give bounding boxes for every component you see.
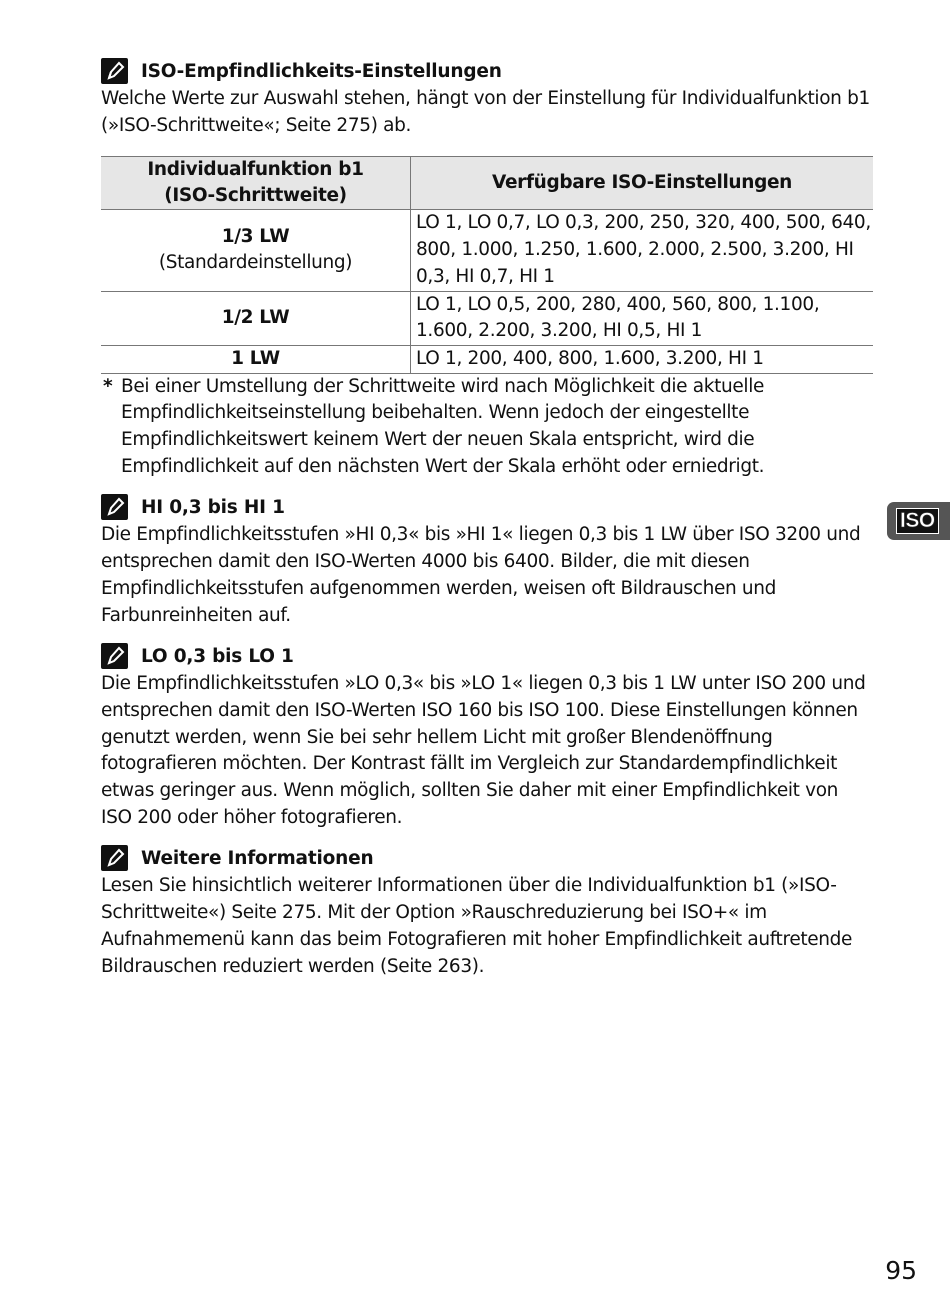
note-title: Weitere Informationen: [141, 847, 374, 869]
note-body: Die Empfindlichkeitsstufen »HI 0,3« bis »HI 1« liegen 0,3 bis 1 LW über ISO 3200 und entsprechen damit den ISO-Werten 4000 bis 6400. Bilder, die mit diesen Empfindlichkeitsstufen aufgenommen werden, weisen oft Bildrauschen und Farbunreinheiten auf.: [101, 524, 861, 626]
note-lo-settings: [101, 641, 873, 831]
table-cell-setting: 1/2 LW: [101, 291, 411, 345]
table-header-row: [101, 157, 873, 210]
table-cell-values: LO 1, LO 0,7, LO 0,3, 200, 250, 320, 400, 500, 640, 800, 1.000, 1.250, 1.600, 2.000, 2.500, 3.200, HI 0,3, HI 0,7, HI 1: [411, 210, 874, 291]
footnote-text: Bei einer Umstellung der Schrittweite wird nach Möglichkeit die aktuelle Empfindlichkeitseinstellung beibehalten. Wenn jedoch der eingestellte Empfindlichkeitswert keinem Wert der neuen Skala entspricht, wird die Empfindlichkeit auf den nächsten Wert der Skala erhöht oder erniedrigt.: [121, 375, 765, 477]
header-line: Individualfunktion b1: [147, 159, 364, 181]
table-cell-values: LO 1, LO 0,5, 200, 280, 400, 560, 800, 1.100, 1.600, 2.200, 3.200, HI 0,5, HI 1: [411, 291, 874, 345]
iso-chapter-tab[interactable]: [887, 502, 950, 540]
pencil-note-icon: [101, 643, 128, 669]
table-cell-values: LO 1, 200, 400, 800, 1.600, 3.200, HI 1: [411, 345, 874, 373]
note-header: [101, 641, 873, 671]
table-row: [101, 345, 873, 373]
table-header-setting: [101, 157, 411, 210]
table-row: [101, 210, 873, 291]
setting-note: (Standardeinstellung): [158, 252, 353, 274]
note-more-info: [101, 843, 873, 980]
table-header-values: Verfügbare ISO-Einstellungen: [411, 157, 874, 210]
note-title: LO 0,3 bis LO 1: [141, 645, 294, 667]
note-title: ISO-Empfindlichkeits-Einstellungen: [141, 60, 502, 82]
setting-value: 1/3 LW: [221, 225, 290, 247]
note-header: [101, 843, 873, 873]
table-row: [101, 291, 873, 345]
table-cell-setting: 1 LW: [101, 345, 411, 373]
note-body: Die Empfindlichkeitsstufen »LO 0,3« bis »LO 1« liegen 0,3 bis 1 LW unter ISO 200 und entsprechen damit den ISO-Werten ISO 160 bis ISO 100. Diese Einstellungen können genutzt werden, wenn Sie bei sehr hellem Licht mit großer Blendenöffnung fotografieren möchten. Der Kontrast fällt im Vergleich zur Standardempfindlichkeit etwas geringer aus. Wenn möglich, sollten Sie daher mit einer Empfindlichkeit von ISO 200 oder höher fotografieren.: [101, 673, 866, 828]
footnote-mark: *: [103, 375, 113, 397]
pencil-note-icon: [101, 845, 128, 871]
pencil-note-icon: [101, 58, 128, 84]
note-header: [101, 492, 873, 522]
note-header: [101, 56, 873, 86]
note-title: HI 0,3 bis HI 1: [141, 496, 285, 518]
page-content: [101, 56, 873, 980]
page-number: 95: [885, 1256, 917, 1285]
note-iso-settings: [101, 56, 873, 139]
note-body: Lesen Sie hinsichtlich weiterer Informationen über die Individualfunktion b1 (»ISO-Schrittweite«) Seite 275. Mit der Option »Rauschreduzierung bei ISO+« im Aufnahmemenü kann das beim Fotografieren mit hoher Empfindlichkeit auftretende Bildrauschen reduziert werden (Seite 263).: [101, 875, 853, 977]
iso-tab-label: ISO: [896, 508, 939, 534]
header-line: (ISO-Schrittweite): [164, 185, 347, 207]
note-hi-settings: [101, 492, 873, 629]
table-footnote: [101, 374, 873, 481]
note-body: Welche Werte zur Auswahl stehen, hängt von der Einstellung für Individualfunktion b1 (»ISO-Schrittweite«; Seite 275) ab.: [101, 88, 870, 136]
pencil-note-icon: [101, 494, 128, 520]
iso-settings-table: [101, 156, 873, 373]
table-cell-setting: [101, 210, 411, 291]
